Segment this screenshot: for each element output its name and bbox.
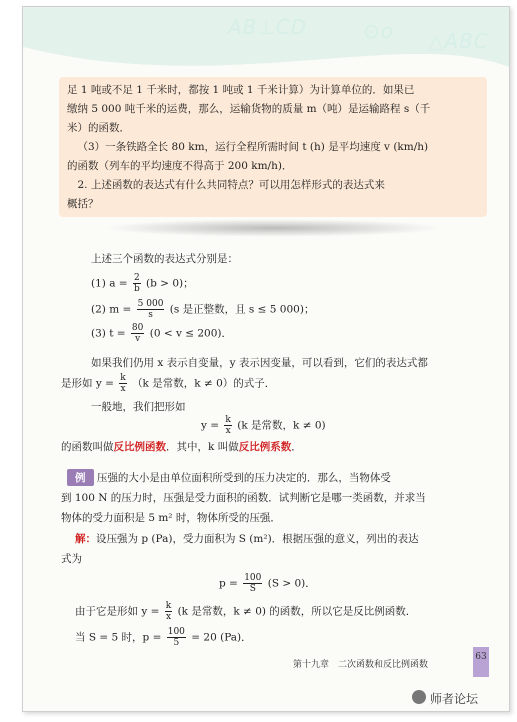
definition-line <box>61 439 302 454</box>
decor-circle-text: ⊙o <box>363 19 394 43</box>
fraction <box>224 415 231 436</box>
box-line: 2. 上述函数的表达式有什么共同特点？可以用怎样形式的表达式来 <box>77 179 385 191</box>
denominator: s <box>148 310 153 320</box>
paragraph-line <box>61 373 275 394</box>
solution-line <box>75 627 252 648</box>
fraction <box>167 627 186 648</box>
text-fragment: ． <box>291 441 302 453</box>
paragraph-line: 一般地，我们把形如 <box>91 401 186 413</box>
page-number: 63 <box>473 647 489 677</box>
text-fragment: 由于它是形如 y = <box>75 605 160 618</box>
text-fragment: (S > 0)． <box>267 577 316 590</box>
box-shadow <box>103 219 443 237</box>
text-fragment: y = <box>201 419 220 432</box>
denominator: x <box>165 612 172 622</box>
formula-prefix: (3) t = <box>91 327 126 340</box>
numerator: 100 <box>167 627 185 637</box>
paragraph-line: 如果我们仍用 x 表示自变量，y 表示因变量，可以看到，它们的表达式都 <box>91 357 428 369</box>
decor-perpendicular-text: AB⊥CD <box>228 15 308 39</box>
text-fragment: （k 是常数，k ≠ 0）的式子． <box>132 377 276 390</box>
watermark: 师者论坛 <box>430 692 479 706</box>
numerator: 2 <box>133 273 140 283</box>
chapter-footer: 第十九章 二次函数和反比例函数 <box>293 660 429 670</box>
denominator: x <box>225 426 231 436</box>
text-fragment: ．其中，k 叫做 <box>166 441 239 453</box>
box-line: 足 1 吨或不足 1 千米时，都按 1 吨或 1 千米计算）为计算单位的．如果已 <box>67 84 415 96</box>
fraction <box>243 573 262 594</box>
denominator: b <box>133 284 140 294</box>
fraction <box>133 273 141 294</box>
fraction <box>165 601 172 622</box>
numerator: k <box>120 373 126 383</box>
box-line: 缴纳 5 000 吨千米的运费，那么，运输货物的质量 m（吨）是运输路程 s（千 <box>67 103 431 115</box>
text-fragment: = 20 (Pa)． <box>191 631 252 644</box>
box-line: 概括？ <box>67 198 99 210</box>
denominator: x <box>120 384 126 394</box>
solution-line <box>75 531 419 546</box>
term-inverse-proportional-coefficient: 反比例系数 <box>238 441 292 453</box>
numerator: 5 000 <box>137 299 164 309</box>
formula-prefix: (1) a = <box>91 277 128 290</box>
formula-1 <box>91 273 194 294</box>
term-inverse-proportional-function: 反比例函数 <box>113 441 166 453</box>
definition-formula <box>201 415 326 436</box>
box-line: 的函数（列车的平均速度不得高于 200 km/h)． <box>67 160 293 172</box>
formula-2 <box>91 299 314 320</box>
wechat-icon <box>412 690 426 704</box>
example-line: 到 100 N 的压力时，压强是受力面积的函数．试判断它是哪一类函数，并求当 <box>61 492 426 504</box>
formula-condition: (s 是正整数，且 s ≤ 5 000)； <box>169 303 315 316</box>
box-line: 米）的函数． <box>67 122 130 134</box>
text-fragment: 当 S = 5 时，p = <box>75 631 162 644</box>
numerator: 100 <box>244 573 262 583</box>
fraction <box>137 299 165 320</box>
solution-equation <box>219 573 316 594</box>
exercise-box <box>59 77 487 217</box>
text-fragment: (k 是常数，k ≠ 0) <box>237 419 326 432</box>
numerator: k <box>165 601 172 611</box>
example-line: 物体的受力面积是 5 m² 时，物体所受的压强． <box>61 512 281 524</box>
example-badge: 例 <box>67 469 94 486</box>
numerator: 80 <box>131 323 144 333</box>
box-line: （3）一条铁路全长 80 km，运行全程所需时间 t (h) 是平均速度 v (km/h) <box>77 141 429 153</box>
numerator: k <box>225 415 231 425</box>
formula-condition: (b > 0)； <box>146 277 194 290</box>
denominator: v <box>135 334 141 344</box>
example-line <box>67 469 391 486</box>
fraction <box>131 323 144 344</box>
solution-line <box>75 601 416 622</box>
denominator: S <box>249 584 256 594</box>
text-fragment: 是形如 y = <box>61 377 114 390</box>
formula-condition: (0 < v ≤ 200)． <box>149 327 233 340</box>
solution-label: 解： <box>75 533 96 545</box>
text-fragment: 压强的大小是由单位面积所受到的压力决定的．那么，当物体受 <box>96 472 391 484</box>
fraction <box>119 373 126 394</box>
text-fragment: 的函数叫做 <box>61 441 114 453</box>
text-fragment: 设压强为 p (Pa)，受力面积为 S (m²)．根据压强的意义，列出的表达 <box>96 533 419 545</box>
intro-text: 上述三个函数的表达式分别是： <box>91 253 238 265</box>
formula-3 <box>91 323 232 344</box>
denominator: 5 <box>173 638 180 648</box>
formula-prefix: (2) m = <box>91 303 132 316</box>
textbook-page <box>22 6 510 712</box>
decor-triangle-text: △ABC <box>428 29 489 53</box>
text-fragment: (k 是常数，k ≠ 0) 的函数，所以它是反比例函数． <box>177 605 417 618</box>
text-fragment: p = <box>219 577 238 590</box>
solution-line: 式为 <box>61 553 82 565</box>
